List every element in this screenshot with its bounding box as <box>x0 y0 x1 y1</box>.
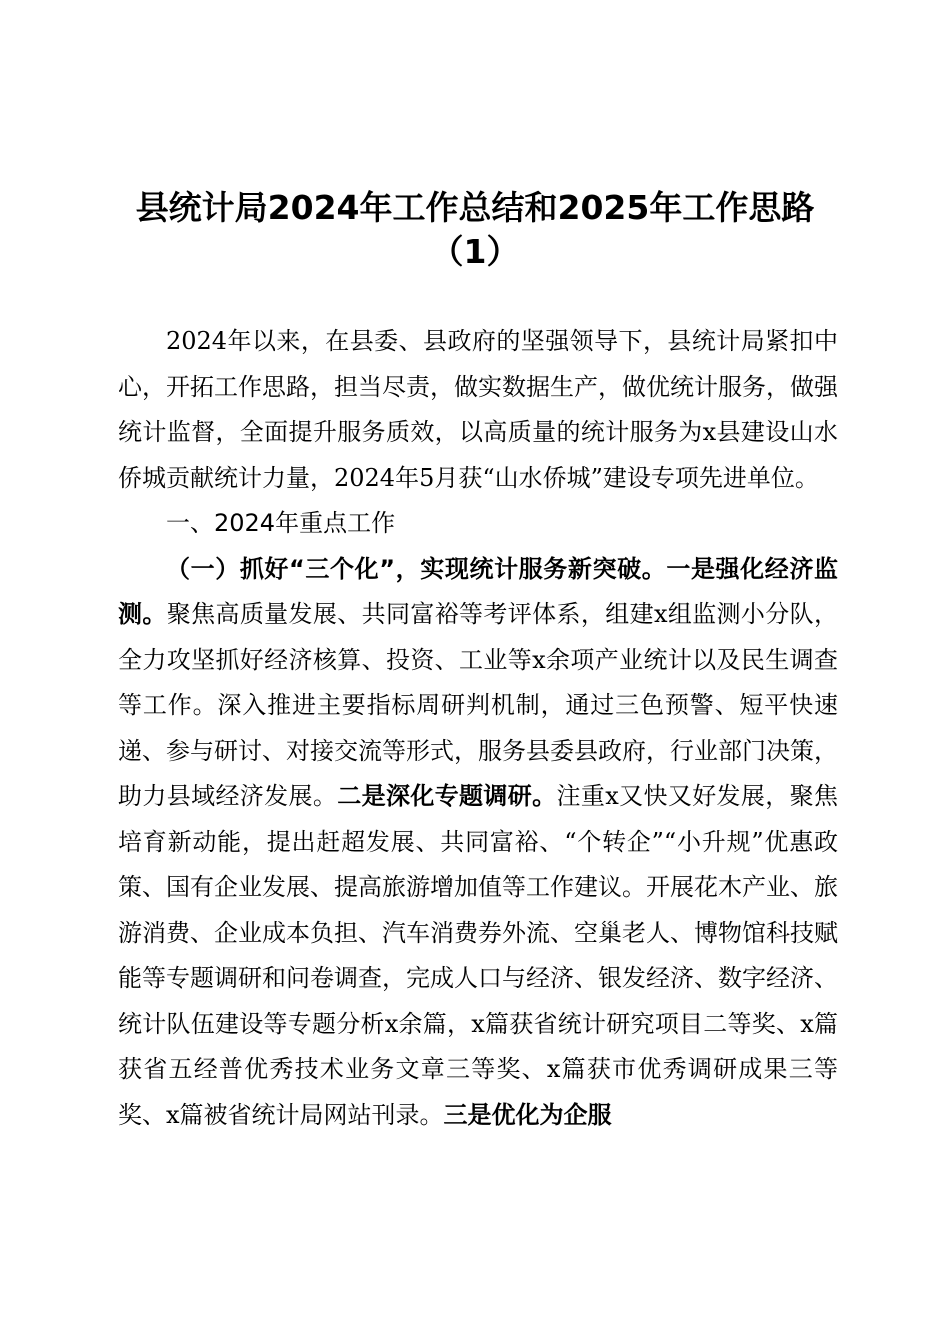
point-label: 一是强化经济监测。 <box>118 554 838 628</box>
subsection-paragraph <box>118 547 838 1139</box>
document-title-number: （1） <box>430 232 520 271</box>
point-label: 三是优化为企服 <box>443 1100 612 1129</box>
point-text: 注重x又快又好发展，聚焦培育新动能，提出赶超发展、共同富裕、“个转企”“小升规”优惠政策、国有企业发展、提高旅游增加值等工作建议。开展花木产业、旅游消费、企业成本负担、汽车消费券外流、空巢老人、博物馆科技赋能等专题调研和问卷调查，完成人口与经济、银发经济、数字经济、统计队伍建设等专题分析x余篇，x篇获省统计研究项目二等奖、x篇获省五经普优秀技术业务文章三等奖、x篇获市优秀调研成果三等奖、x篇被省统计局网站刊录。 <box>118 782 838 1129</box>
document-title: 县统计局2024年工作总结和2025年工作思路 <box>135 188 815 227</box>
subsection-heading: （一）抓好“三个化”，实现统计服务新突破。 <box>166 554 667 583</box>
document-body <box>118 319 838 1138</box>
point-text: 聚焦高质量发展、共同富裕等考评体系，组建x组监测小分队，全力攻坚抓好经济核算、投资、工业等x余项产业统计以及民生调查等工作。深入推进主要指标周研判机制，通过三色预警、短平快速递、参与研讨、对接交流等形式，服务县委县政府，行业部门决策，助力县域经济发展。 <box>118 600 838 810</box>
point-label: 二是深化专题调研。 <box>337 782 557 810</box>
intro-paragraph: 2024年以来，在县委、县政府的坚强领导下，县统计局紧扣中心，开拓工作思路，担当尽责，做实数据生产，做优统计服务，做强统计监督，全面提升服务质效，以高质量的统计服务为x县建设山水侨城贡献统计力量，2024年5月获“山水侨城”建设专项先进单位。 <box>118 327 838 492</box>
section-heading: 一、2024年重点工作 <box>166 509 396 537</box>
